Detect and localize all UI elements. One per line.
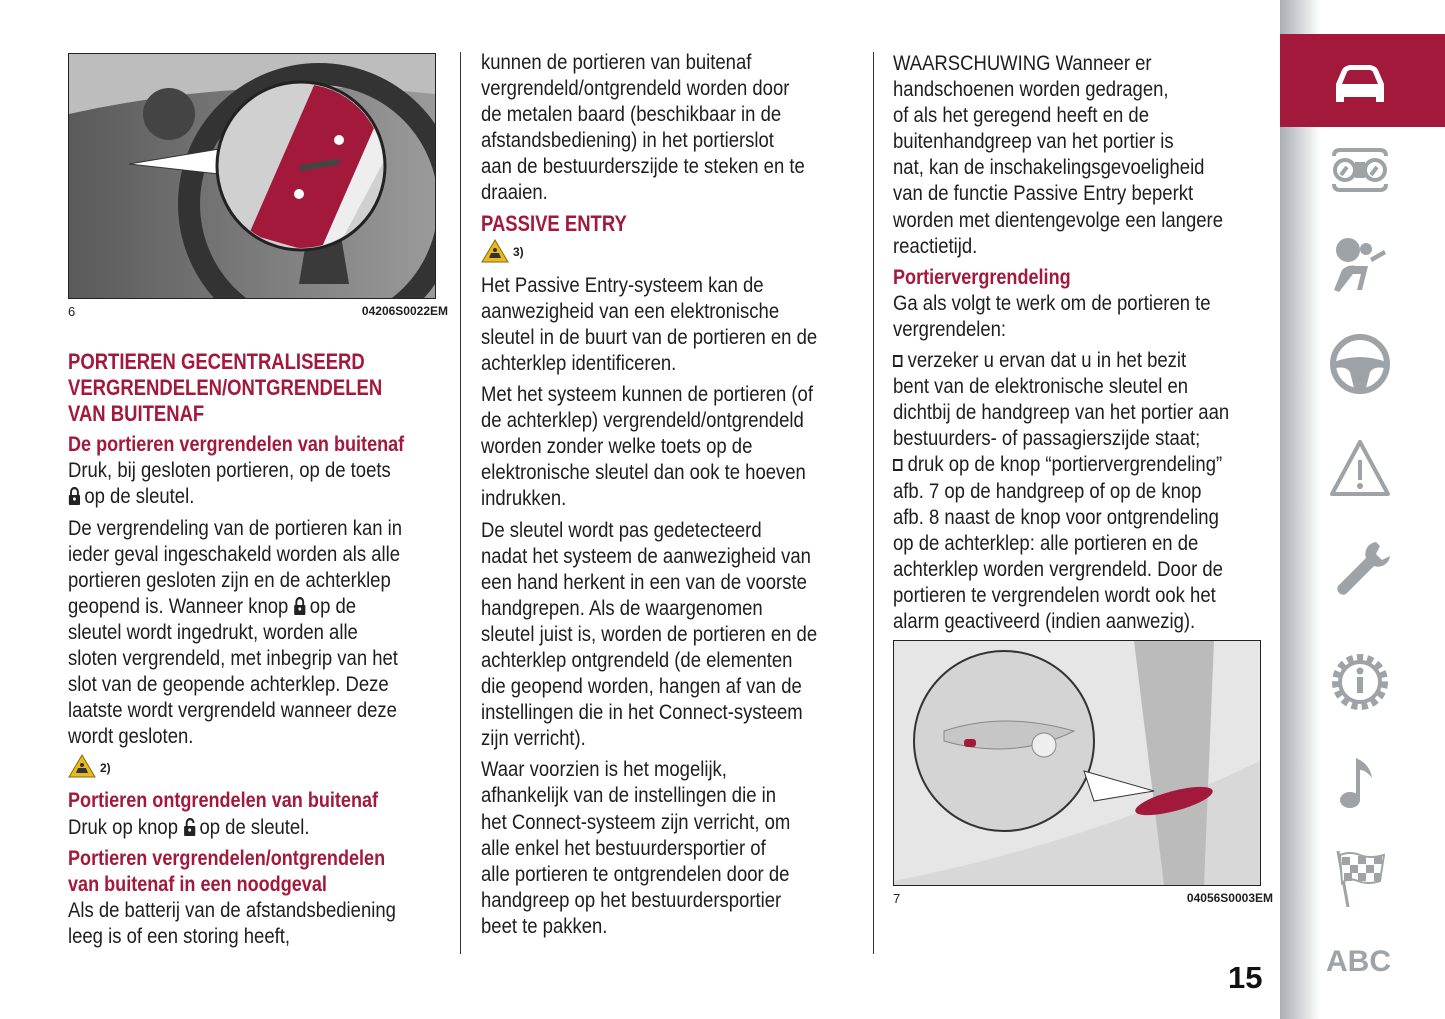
text-segment: geopend is. Wanneer knop: [68, 593, 294, 618]
figure-number: 7: [893, 891, 901, 907]
text-segment: sleutel juist is, worden de portieren en de: [481, 621, 818, 646]
text-segment: Ga als volgt te werk om de portieren te: [893, 290, 1211, 315]
paragraph: [893, 347, 1273, 634]
text-segment: de metalen baard (beschikbaar in de: [481, 102, 782, 127]
text-line: [893, 50, 1220, 76]
text-segment: worden met dientengevolge een langere: [893, 207, 1223, 232]
text-segment: portieren gesloten zijn en de achterklep: [68, 567, 391, 592]
text-line: [481, 350, 808, 376]
airbag-icon[interactable]: [1328, 232, 1392, 296]
text-line: [481, 621, 818, 647]
subsection-heading: [893, 264, 1273, 290]
text-segment: een hand herkent in een van de voorste: [481, 569, 807, 594]
text-line: [481, 517, 808, 543]
text-line: Portiervergrendeling: [893, 264, 1071, 289]
text-line: [68, 645, 398, 671]
text-segment: dichtbij de handgreep van het portier aan: [893, 400, 1230, 425]
text-segment: draaien.: [481, 180, 548, 205]
text-line: [481, 569, 808, 595]
paragraph: [68, 897, 448, 949]
warning-ref-number: 3): [513, 245, 524, 260]
text-segment: Druk op knop: [68, 814, 184, 839]
text-segment: afhankelijk van de instellingen die in: [481, 783, 777, 808]
text-line: [893, 154, 1220, 180]
text-line: [893, 556, 1223, 582]
text-line: [893, 373, 1220, 399]
figure-6-image: [68, 53, 436, 299]
text-line: [68, 619, 395, 645]
text-segment: vergrendeld/ontgrendeld worden door: [481, 76, 790, 101]
text-line: [481, 101, 808, 127]
paragraph: [893, 50, 1273, 259]
text-line: [893, 425, 1220, 451]
text-segment: leeg is of een storing heeft,: [68, 923, 291, 948]
text-segment: beet te pakken.: [481, 913, 608, 938]
text-segment: vergrendelen:: [893, 316, 1007, 341]
text-line: van buitenaf in een noodgeval: [68, 871, 327, 896]
lock-icon: [68, 484, 84, 508]
text-line: VERGRENDELEN/ONTGRENDELEN: [68, 375, 383, 401]
text-segment: sleutel wordt ingedrukt, worden alle: [68, 619, 358, 644]
text-segment: van de functie Passive Entry beperkt: [893, 181, 1194, 206]
text-line: [481, 75, 808, 101]
text-segment: afstandsbediening) in het portierslot: [481, 128, 774, 153]
text-line: [481, 809, 808, 835]
checkbox-bullet-icon: [893, 355, 902, 367]
figure-code: 04056S0003EM: [1186, 891, 1273, 906]
text-line: [893, 76, 1220, 102]
text-segment: nadat het systeem de aanwezigheid van: [481, 543, 811, 568]
text-line: [893, 478, 1220, 504]
figure-7-image: [893, 640, 1261, 886]
text-segment: of als het geregend heeft en de: [893, 103, 1149, 128]
text-line: [893, 504, 1220, 530]
abc-index-label[interactable]: ABC: [1326, 945, 1391, 978]
text-segment: buitenhandgreep van het portier is: [893, 129, 1174, 154]
text-line: [481, 699, 808, 725]
text-segment: Waar voorzien is het mogelijk,: [481, 757, 727, 782]
steering-wheel-icon[interactable]: [1328, 332, 1392, 396]
text-line: [481, 485, 808, 511]
text-segment: Als de batterij van de afstandsbediening: [68, 897, 396, 922]
text-line: [893, 399, 1230, 425]
text-line: [481, 459, 808, 485]
checkbox-bullet-icon: [893, 459, 902, 471]
paragraph: [481, 381, 861, 511]
text-segment: handschoenen worden gedragen,: [893, 77, 1169, 102]
music-note-icon[interactable]: [1328, 750, 1392, 814]
text-line: [481, 272, 808, 298]
page-number: 15: [1228, 960, 1263, 995]
text-segment: alle enkel het bestuurdersportier of: [481, 835, 766, 860]
text-line: [481, 381, 813, 407]
text-line: [893, 207, 1223, 233]
text-segment: Het Passive Entry-systeem kan de: [481, 272, 764, 297]
text-segment: laatste wordt vergrendeld wanneer deze: [68, 698, 397, 723]
warning-reference[interactable]: [481, 239, 861, 266]
column-2: [481, 49, 861, 944]
text-segment: slot van de geopende achterklep. Deze: [68, 672, 389, 697]
text-line: [68, 567, 395, 593]
figure-code: 04206S0022EM: [361, 304, 448, 318]
text-line: [481, 782, 808, 808]
text-segment: die geopend worden, hangen af van de: [481, 674, 802, 699]
text-line: [481, 725, 808, 751]
text-line: [68, 541, 401, 567]
text-line: [481, 127, 808, 153]
instrument-panel-icon[interactable]: [1328, 138, 1392, 202]
text-segment: druk op de knop “portiervergrendeling”: [907, 452, 1223, 477]
section-heading: [68, 349, 448, 427]
text-segment: afb. 7 op de handgreep of op de knop: [893, 478, 1202, 503]
paragraph: [481, 49, 861, 206]
column-divider: [460, 52, 461, 954]
text-segment: het Connect-systeem zijn verricht, om: [481, 809, 791, 834]
text-segment: aan de bestuurderszijde te steken en te: [481, 154, 805, 179]
text-segment: op de sleutel.: [84, 484, 195, 509]
text-segment: handgreep op het bestuurdersportier: [481, 887, 782, 912]
chapter-sidebar: [1280, 0, 1445, 1019]
text-segment: wordt gesloten.: [68, 724, 194, 749]
text-segment: instellingen die in het Connect-systeem: [481, 700, 803, 725]
text-line: [481, 179, 808, 205]
info-gear-icon[interactable]: [1328, 650, 1392, 714]
text-line: [481, 756, 808, 782]
text-segment: elektronische sleutel dan ook te hoeven: [481, 460, 806, 485]
lock-icon: [293, 594, 309, 618]
unlock-icon: [183, 815, 199, 839]
subsection-heading: [68, 787, 448, 813]
column-3: [893, 50, 1273, 936]
subsection-heading: [68, 431, 448, 457]
column-divider: [873, 52, 874, 954]
text-line: [68, 515, 403, 541]
text-segment: portieren te vergrendelen wordt ook het: [893, 582, 1216, 607]
text-line: [68, 457, 395, 483]
text-line: Portieren ontgrendelen van buitenaf: [68, 788, 379, 813]
text-segment: kunnen de portieren van buitenaf: [481, 50, 752, 74]
text-line: [68, 671, 395, 697]
text-line: [68, 923, 395, 949]
figure-number: 6: [68, 304, 76, 319]
text-segment: aanwezigheid van een elektronische: [481, 298, 780, 323]
text-segment: De sleutel wordt pas gedetecteerd: [481, 517, 762, 542]
text-segment: handgrepen. Als de waargenomen: [481, 595, 763, 620]
text-line: [68, 814, 395, 840]
text-line: [481, 543, 811, 569]
text-segment: Met het systeem kunnen de portieren (of: [481, 382, 813, 407]
text-line: [893, 530, 1220, 556]
text-line: [893, 233, 1220, 259]
text-segment: bestuurders- of passagierszijde staat;: [893, 426, 1201, 451]
text-line: [481, 595, 808, 621]
text-segment: worden zonder welke toets op de: [481, 434, 753, 459]
text-line: [481, 298, 808, 324]
text-segment: achterklep identificeren.: [481, 350, 677, 375]
text-line: [481, 861, 808, 887]
text-segment: op de: [309, 593, 357, 618]
text-line: [893, 451, 1223, 477]
paragraph: [68, 515, 448, 750]
text-line: [893, 582, 1220, 608]
text-line: [893, 608, 1220, 634]
text-segment: achterklep ontgrendeld (de elementen: [481, 647, 793, 672]
text-line: Portieren vergrendelen/ontgrendelen: [68, 845, 386, 870]
paragraph: [481, 272, 861, 376]
text-line: [893, 290, 1220, 316]
warning-ref-number: 2): [100, 760, 111, 775]
text-line: [893, 316, 1220, 342]
warning-triangle-icon: [481, 239, 509, 266]
text-line: [481, 647, 808, 673]
text-segment: Druk, bij gesloten portieren, op de toets: [68, 458, 391, 483]
text-line: [68, 723, 395, 749]
warning-reference[interactable]: [68, 754, 448, 781]
checkered-flag-icon[interactable]: [1328, 845, 1392, 909]
text-segment: alle portieren te ontgrendelen door de: [481, 861, 790, 886]
text-segment: op de achterklep: alle portieren en de: [893, 530, 1199, 555]
paragraph: [68, 814, 448, 840]
text-line: PASSIVE ENTRY: [481, 210, 627, 236]
text-line: [481, 835, 808, 861]
text-segment: sloten vergrendeld, met inbegrip van het: [68, 646, 398, 671]
warning-triangle-icon: [68, 754, 96, 781]
text-segment: verzeker u ervan dat u in het bezit: [907, 348, 1187, 373]
text-line: [481, 887, 808, 913]
text-segment: achterklep worden vergrendeld. Door de: [893, 556, 1223, 581]
text-line: [68, 593, 395, 619]
paragraph: [68, 457, 448, 509]
text-segment: De vergrendeling van de portieren kan in: [68, 515, 403, 540]
text-line: [68, 897, 395, 923]
text-line: [893, 180, 1220, 206]
figure-caption: [893, 891, 1273, 906]
text-line: [481, 49, 808, 75]
text-line: [893, 128, 1220, 154]
section-heading: [481, 211, 861, 237]
subsection-heading: [68, 845, 448, 897]
car-icon[interactable]: [1328, 50, 1392, 114]
text-line: De portieren vergrendelen van buitenaf: [68, 432, 405, 457]
text-line: PORTIEREN GECENTRALISEERD: [68, 349, 365, 374]
text-line: [893, 347, 1220, 373]
text-segment: afb. 8 naast de knop voor ontgrendeling: [893, 504, 1219, 529]
text-segment: de achterklep) vergrendeld/ontgrendeld: [481, 408, 804, 433]
text-segment: nat, kan de inschakelingsgevoeligheid: [893, 155, 1205, 180]
text-segment: zijn verricht).: [481, 726, 586, 751]
text-segment: op de sleutel.: [199, 814, 310, 839]
figure-caption: [68, 304, 448, 319]
wrench-icon[interactable]: [1328, 538, 1392, 602]
text-line: [481, 913, 808, 939]
text-line: [481, 673, 808, 699]
text-line: VAN BUITENAF: [68, 401, 205, 427]
text-segment: ieder geval ingeschakeld worden als alle: [68, 541, 401, 566]
paragraph: [481, 517, 861, 752]
text-line: [893, 102, 1220, 128]
text-segment: sleutel in de buurt van de portieren en de: [481, 324, 818, 349]
paragraph: [481, 756, 861, 939]
text-line: [481, 433, 808, 459]
text-line: [68, 697, 395, 723]
text-segment: bent van de elektronische sleutel en: [893, 374, 1189, 399]
text-line: [481, 407, 808, 433]
text-line: [481, 324, 818, 350]
text-segment: reactietijd.: [893, 233, 978, 258]
text-line: [68, 483, 395, 509]
text-segment: WAARSCHUWING Wanneer er: [893, 51, 1152, 75]
text-segment: indrukken.: [481, 486, 567, 511]
paragraph: [893, 290, 1273, 342]
text-segment: alarm geactiveerd (indien aanwezig).: [893, 608, 1196, 633]
warning-icon[interactable]: [1328, 436, 1392, 500]
column-1: [68, 53, 448, 954]
text-line: [481, 153, 808, 179]
